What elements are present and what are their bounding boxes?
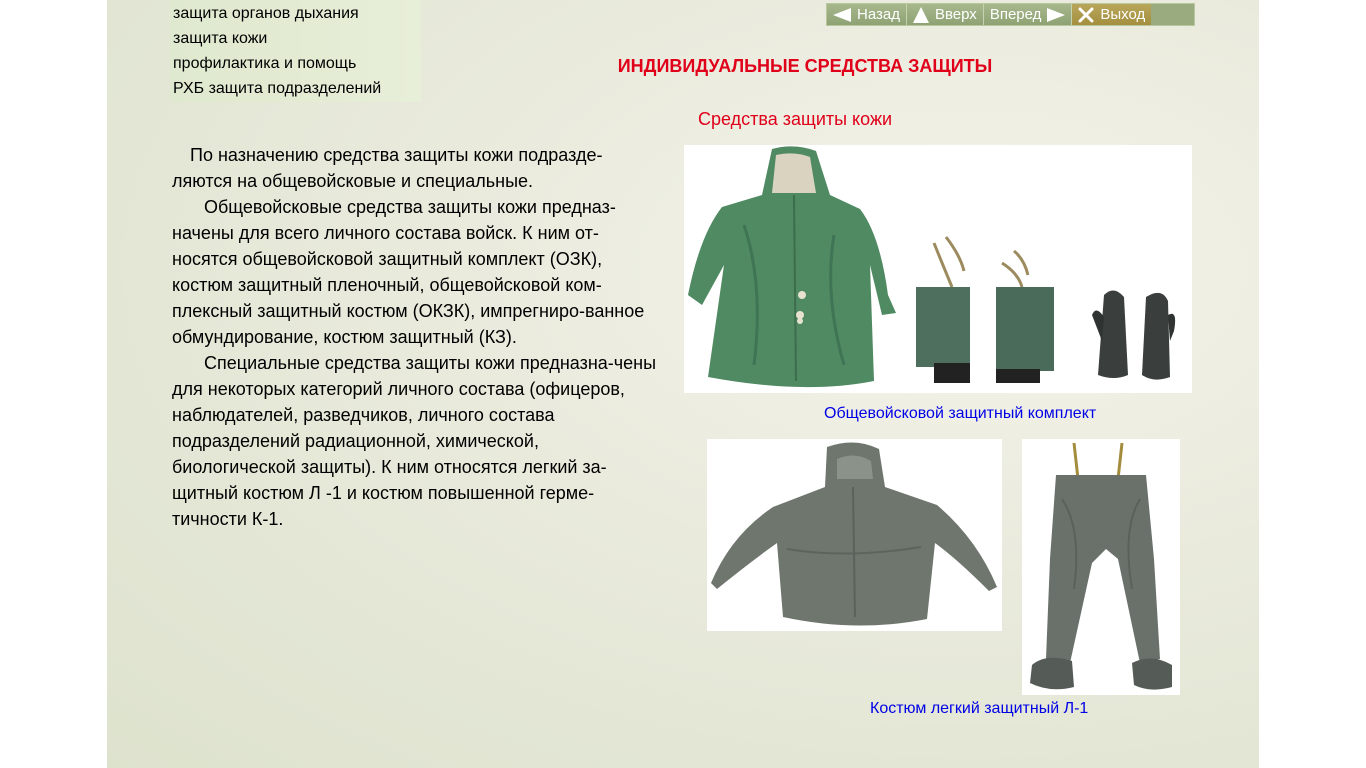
caption-l1: Костюм легкий защитный Л-1 (870, 700, 1089, 717)
page-title: ИНДИВИДУАЛЬНЫЕ СРЕДСТВА ЗАЩИТЫ (617, 56, 993, 76)
forward-button[interactable] (984, 4, 1073, 25)
forward-label: Вперед (989, 6, 1042, 23)
menu-item-skin[interactable]: защита кожи (173, 30, 268, 47)
stockings-illustration (916, 237, 1054, 383)
raincoat-illustration (688, 146, 896, 387)
back-button[interactable] (827, 4, 907, 25)
l1-trousers-photo (1022, 439, 1180, 695)
section-menu (170, 0, 421, 102)
nav-bar (826, 3, 1195, 26)
paragraph-intro: По назначению средства защиты кожи подразде-ляются на общевойсковые и специальные. (172, 145, 603, 191)
l1-jacket-photo (707, 439, 1002, 631)
caption-ozk: Общевойсковой защитный комплект (824, 405, 1097, 422)
gloves-illustration (1092, 290, 1175, 379)
up-label: Вверх (934, 6, 977, 23)
section-subtitle: Средства защиты кожи (698, 109, 893, 129)
body-text (172, 142, 660, 532)
menu-item-prevention[interactable]: профилактика и помощь (173, 55, 357, 72)
arrow-up-icon (913, 7, 929, 23)
close-icon (1078, 7, 1094, 23)
up-button[interactable] (907, 4, 984, 25)
ozk-kit-photo (684, 145, 1192, 393)
back-label: Назад (857, 6, 900, 23)
exit-button[interactable] (1072, 4, 1151, 25)
exit-label: Выход (1100, 6, 1146, 23)
arrow-right-icon (1047, 8, 1065, 22)
arrow-left-icon (833, 8, 851, 22)
paragraph-special: Специальные средства защиты кожи предназна-чены для некоторых категорий личного состава (офицеров, наблюдателей, разведчиков, личного состава подразделений радиационной, химической, биологической защиты). К ним относятся легкий за-щитный костюм Л -1 и костюм повышенной герме-тичности К-1. (172, 353, 657, 529)
paragraph-general: Общевойсковые средства защиты кожи предназ-начены для всего личного состава войск. К ним от-носятся общевойсковой защитный комплект (ОЗК), костюм защитный пленочный, общевойсковой ком-плексный защитный костюм (ОКЗК), импрегниро-ванное обмундирование, костюм защитный (КЗ). (172, 197, 645, 347)
menu-item-unit-protection[interactable]: РХБ защита подразделений (173, 80, 382, 97)
menu-item-respiratory[interactable]: защита органов дыхания (173, 5, 359, 22)
